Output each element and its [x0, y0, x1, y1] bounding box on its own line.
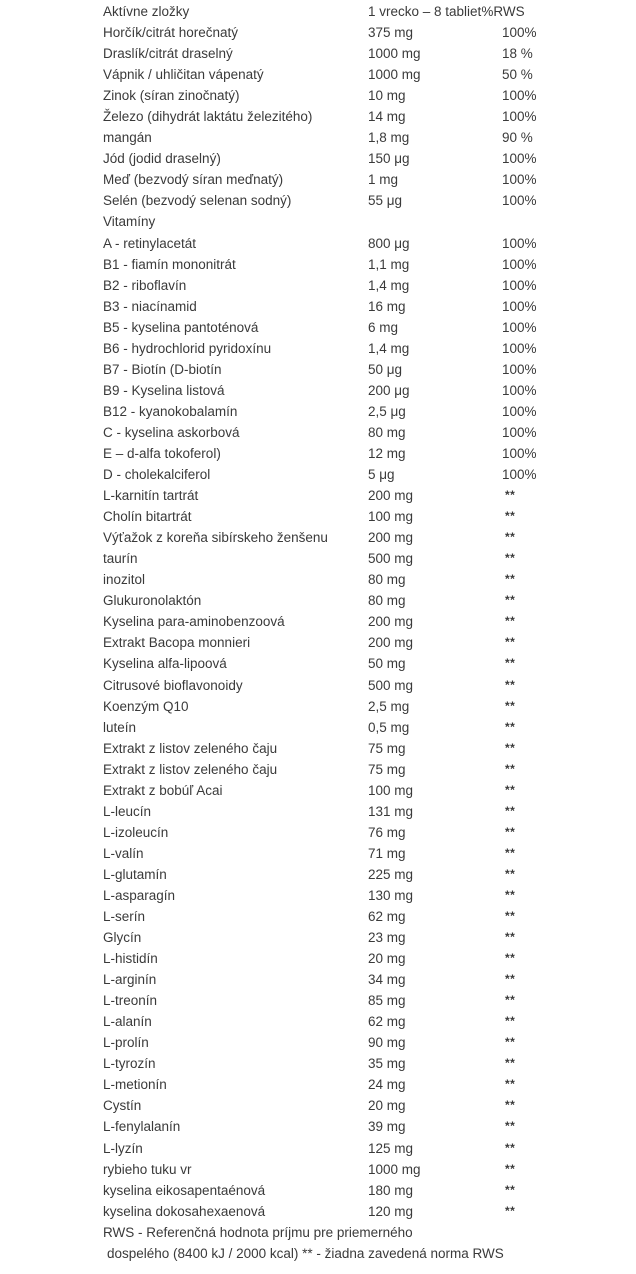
ingredient-rws: ** — [505, 993, 516, 1008]
ingredient-name: C - kyselina askorbová — [103, 424, 240, 440]
table-row — [103, 969, 623, 990]
table-row — [103, 590, 623, 611]
ingredient-name: L-tyrozín — [103, 1056, 156, 1072]
ingredient-rws: ** — [505, 1098, 516, 1113]
ingredient-amount: 1000 mg — [368, 67, 421, 83]
ingredient-amount: 800 μg — [368, 235, 410, 251]
ingredient-amount: 375 mg — [368, 25, 414, 41]
table-row — [103, 675, 623, 696]
ingredient-amount: 1,4 mg — [368, 277, 410, 293]
ingredient-rows — [103, 22, 623, 1222]
ingredient-amount: 16 mg — [368, 298, 406, 314]
ingredient-amount: 24 mg — [368, 1077, 406, 1093]
table-row — [103, 485, 623, 506]
ingredient-name: Koenzým Q10 — [103, 698, 189, 714]
ingredients-table — [103, 1, 623, 1222]
ingredient-rws: ** — [505, 677, 516, 692]
ingredient-name: luteín — [103, 719, 137, 735]
ingredient-rws: 100% — [502, 277, 537, 293]
ingredient-amount: 500 mg — [368, 551, 414, 567]
ingredient-amount: 90 mg — [368, 1035, 406, 1051]
ingredient-name: L-fenylalanín — [103, 1119, 181, 1135]
table-row — [103, 275, 623, 296]
ingredient-name: Citrusové bioflavonoidy — [103, 677, 243, 693]
ingredient-rws: 100% — [502, 256, 537, 272]
table-row — [103, 653, 623, 674]
ingredient-rws: 100% — [502, 172, 537, 188]
table-row — [103, 696, 623, 717]
table-row — [103, 254, 623, 275]
footnote — [103, 1222, 623, 1264]
ingredient-rws: 90 % — [502, 130, 533, 146]
footnote-line-2: dospelého (8400 kJ / 2000 kcal) ** - žiadna zavedená norma RWS — [107, 1246, 504, 1261]
table-row — [103, 990, 623, 1011]
table-row — [103, 1095, 623, 1116]
ingredient-name: B9 - Kyselina listová — [103, 382, 225, 398]
ingredient-amount: 23 mg — [368, 930, 406, 946]
table-row — [103, 1116, 623, 1137]
footnote-line-1: RWS - Referenčná hodnota príjmu pre priemerného — [103, 1225, 413, 1240]
table-row — [103, 1159, 623, 1180]
table-row — [103, 422, 623, 443]
ingredient-amount: 50 mg — [368, 656, 406, 672]
ingredient-amount: 35 mg — [368, 1056, 406, 1072]
ingredient-amount: 80 mg — [368, 572, 406, 588]
ingredient-amount: 2,5 μg — [368, 403, 406, 419]
table-row — [103, 843, 623, 864]
ingredient-amount: 150 μg — [368, 151, 410, 167]
ingredient-rws: ** — [505, 593, 516, 608]
ingredient-rws: 100% — [502, 151, 537, 167]
table-row — [103, 738, 623, 759]
ingredient-amount: 5 μg — [368, 467, 395, 483]
ingredient-name: L-histidín — [103, 951, 158, 967]
ingredient-rws: ** — [505, 824, 516, 839]
ingredient-name: E – d-alfa tokoferol) — [103, 445, 221, 461]
ingredient-amount: 1,8 mg — [368, 130, 410, 146]
table-row — [103, 506, 623, 527]
ingredient-name: Jód (jodid draselný) — [103, 151, 221, 167]
ingredient-rws: ** — [505, 719, 516, 734]
ingredient-amount: 120 mg — [368, 1203, 414, 1219]
ingredient-amount: 1000 mg — [368, 1161, 421, 1177]
ingredient-name: inozitol — [103, 572, 146, 588]
ingredient-amount: 500 mg — [368, 677, 414, 693]
ingredient-rws: ** — [505, 845, 516, 860]
ingredient-rws: 50 % — [502, 67, 533, 83]
table-row — [103, 359, 623, 380]
ingredient-name: B6 - hydrochlorid pyridoxínu — [103, 340, 272, 356]
ingredient-rws: ** — [505, 509, 516, 524]
ingredient-rws: ** — [505, 1161, 516, 1176]
ingredient-amount: 2,5 mg — [368, 698, 410, 714]
table-row — [103, 443, 623, 464]
ingredient-name: B2 - riboflavín — [103, 277, 187, 293]
ingredient-name: L-leucín — [103, 803, 152, 819]
table-row — [103, 22, 623, 43]
table-row — [103, 148, 623, 169]
ingredient-name: Kyselina alfa-lipoová — [103, 656, 227, 672]
ingredient-amount: 34 mg — [368, 972, 406, 988]
table-row — [103, 822, 623, 843]
ingredient-name: Vitamíny — [103, 214, 156, 230]
ingredient-rws: ** — [505, 635, 516, 650]
ingredient-rws: ** — [505, 698, 516, 713]
ingredient-rws: ** — [505, 1182, 516, 1197]
ingredient-rws: ** — [505, 1077, 516, 1092]
ingredient-amount: 131 mg — [368, 803, 414, 819]
ingredient-rws: ** — [505, 572, 516, 587]
ingredient-amount: 1,4 mg — [368, 340, 410, 356]
ingredient-amount: 200 mg — [368, 614, 414, 630]
ingredient-amount: 62 mg — [368, 1014, 406, 1030]
ingredient-amount: 71 mg — [368, 845, 406, 861]
table-row — [103, 1011, 623, 1032]
table-row — [103, 1053, 623, 1074]
ingredient-name: L-alanín — [103, 1014, 152, 1030]
ingredient-rws: 100% — [502, 424, 537, 440]
ingredient-amount: 14 mg — [368, 109, 406, 125]
table-row — [103, 211, 623, 232]
ingredient-name: L-arginín — [103, 972, 157, 988]
ingredient-name: L-valín — [103, 845, 144, 861]
ingredient-rws: ** — [505, 761, 516, 776]
ingredient-amount: 85 mg — [368, 993, 406, 1009]
ingredient-rws: ** — [505, 530, 516, 545]
ingredient-amount: 100 mg — [368, 509, 414, 525]
ingredient-name: B3 - niacínamid — [103, 298, 197, 314]
table-row — [103, 317, 623, 338]
ingredient-amount: 39 mg — [368, 1119, 406, 1135]
ingredient-rws: ** — [505, 488, 516, 503]
table-row — [103, 85, 623, 106]
ingredient-amount: 1,1 mg — [368, 256, 410, 272]
ingredient-name: Meď (bezvodý síran meďnatý) — [103, 172, 284, 188]
ingredient-name: L-lyzín — [103, 1140, 143, 1156]
ingredient-name: L-karnitín tartrát — [103, 488, 199, 504]
ingredient-amount: 12 mg — [368, 445, 406, 461]
ingredient-name: Výťažok z koreňa sibírskeho ženšenu — [103, 530, 328, 546]
ingredient-rws: ** — [505, 614, 516, 629]
ingredient-amount: 55 μg — [368, 193, 403, 209]
table-row — [103, 548, 623, 569]
ingredient-name: Extrakt z bobúľ Acai — [103, 782, 223, 798]
ingredient-name: taurín — [103, 551, 138, 567]
ingredient-amount: 1 mg — [368, 172, 399, 188]
ingredient-rws: ** — [505, 1035, 516, 1050]
table-row — [103, 801, 623, 822]
ingredient-rws: 18 % — [502, 46, 533, 62]
table-row — [103, 759, 623, 780]
ingredient-amount: 20 mg — [368, 951, 406, 967]
ingredient-name: kyselina eikosapentaénová — [103, 1182, 266, 1198]
ingredient-amount: 200 mg — [368, 635, 414, 651]
ingredient-amount: 75 mg — [368, 740, 406, 756]
ingredient-name: mangán — [103, 130, 152, 146]
ingredient-rws: 100% — [502, 403, 537, 419]
table-row — [103, 1201, 623, 1222]
table-row — [103, 569, 623, 590]
ingredient-name: Cystín — [103, 1098, 142, 1114]
table-row — [103, 338, 623, 359]
ingredient-amount: 75 mg — [368, 761, 406, 777]
ingredient-name: L-izoleucín — [103, 824, 169, 840]
header-amount-label: 1 vrecko – 8 tabliet%RWS — [368, 4, 525, 19]
ingredient-rws: ** — [505, 782, 516, 797]
ingredient-rws: ** — [505, 930, 516, 945]
ingredient-amount: 200 μg — [368, 382, 410, 398]
ingredient-rws: ** — [505, 1203, 516, 1218]
ingredient-rws: 100% — [502, 88, 537, 104]
ingredient-rws: 100% — [502, 340, 537, 356]
ingredient-rws: 100% — [502, 361, 537, 377]
ingredient-name: Extrakt z listov zeleného čaju — [103, 740, 278, 756]
ingredient-name: L-prolín — [103, 1035, 149, 1051]
ingredient-rws: ** — [505, 887, 516, 902]
ingredient-amount: 130 mg — [368, 887, 414, 903]
ingredient-rws: ** — [505, 740, 516, 755]
ingredient-amount: 62 mg — [368, 909, 406, 925]
ingredient-amount: 225 mg — [368, 866, 414, 882]
ingredient-name: rybieho tuku vr — [103, 1161, 192, 1177]
table-row — [103, 1074, 623, 1095]
table-row — [103, 464, 623, 485]
ingredient-name: Železo (dihydrát laktátu železitého) — [103, 109, 313, 125]
table-row — [103, 527, 623, 548]
ingredient-name: L-asparagín — [103, 887, 176, 903]
ingredient-amount: 76 mg — [368, 824, 406, 840]
table-row — [103, 127, 623, 148]
table-row — [103, 611, 623, 632]
table-row — [103, 106, 623, 127]
ingredient-name: kyselina dokosahexaenová — [103, 1203, 266, 1219]
ingredient-name: Glukuronolaktón — [103, 593, 202, 609]
ingredient-rws: ** — [505, 972, 516, 987]
ingredient-name: L-serín — [103, 909, 146, 925]
ingredient-rws: ** — [505, 1119, 516, 1134]
ingredient-name: B7 - Biotín (D-biotín — [103, 361, 222, 377]
table-header-row — [103, 1, 623, 22]
ingredient-name: Extrakt Bacopa monnieri — [103, 635, 251, 651]
ingredient-name: Extrakt z listov zeleného čaju — [103, 761, 278, 777]
ingredient-name: Horčík/citrát horečnatý — [103, 25, 239, 41]
ingredient-rws: ** — [505, 909, 516, 924]
table-row — [103, 780, 623, 801]
ingredient-amount: 80 mg — [368, 424, 406, 440]
table-row — [103, 233, 623, 254]
ingredient-rws: ** — [505, 656, 516, 671]
table-row — [103, 864, 623, 885]
table-row — [103, 632, 623, 653]
ingredient-amount: 180 mg — [368, 1182, 414, 1198]
ingredient-rws: ** — [505, 951, 516, 966]
ingredient-rws: ** — [505, 866, 516, 881]
table-row — [103, 190, 623, 211]
table-row — [103, 927, 623, 948]
ingredient-name: Zinok (síran zinočnatý) — [103, 88, 240, 104]
ingredient-rws: ** — [505, 1140, 516, 1155]
table-row — [103, 885, 623, 906]
ingredient-amount: 200 mg — [368, 488, 414, 504]
ingredient-name: D - cholekalciferol — [103, 467, 211, 483]
ingredient-amount: 6 mg — [368, 319, 399, 335]
ingredient-name: L-metionín — [103, 1077, 167, 1093]
ingredient-rws: 100% — [502, 319, 537, 335]
ingredient-amount: 20 mg — [368, 1098, 406, 1114]
ingredient-name: B5 - kyselina pantoténová — [103, 319, 259, 335]
ingredient-amount: 10 mg — [368, 88, 406, 104]
ingredient-rws: 100% — [502, 382, 537, 398]
ingredient-name: B12 - kyanokobalamín — [103, 403, 238, 419]
ingredient-name: Glycín — [103, 930, 142, 946]
table-row — [103, 380, 623, 401]
ingredient-rws: 100% — [502, 235, 537, 251]
ingredient-name: Kyselina para-aminobenzoová — [103, 614, 285, 630]
ingredient-name: L-treonín — [103, 993, 158, 1009]
ingredient-name: B1 - fiamín mononitrát — [103, 256, 236, 272]
ingredient-name: A - retinylacetát — [103, 235, 197, 251]
ingredient-name: Cholín bitartrát — [103, 509, 192, 525]
ingredient-amount: 200 mg — [368, 530, 414, 546]
table-row — [103, 1138, 623, 1159]
ingredient-name: Selén (bezvodý selenan sodný) — [103, 193, 292, 209]
table-row — [103, 401, 623, 422]
ingredient-name: Draslík/citrát draselný — [103, 46, 233, 62]
table-row — [103, 169, 623, 190]
table-row — [103, 948, 623, 969]
table-row — [103, 64, 623, 85]
ingredient-rws: ** — [505, 1056, 516, 1071]
ingredient-amount: 50 μg — [368, 361, 403, 377]
ingredient-rws: ** — [505, 1014, 516, 1029]
ingredient-amount: 80 mg — [368, 593, 406, 609]
ingredient-rws: 100% — [502, 193, 537, 209]
table-row — [103, 1032, 623, 1053]
ingredient-amount: 100 mg — [368, 782, 414, 798]
table-row — [103, 906, 623, 927]
ingredient-amount: 0,5 mg — [368, 719, 410, 735]
ingredient-rws: 100% — [502, 25, 537, 41]
ingredient-amount: 125 mg — [368, 1140, 414, 1156]
header-ingredient-label: Aktívne zložky — [103, 4, 190, 19]
ingredient-amount: 1000 mg — [368, 46, 421, 62]
ingredient-rws: 100% — [502, 445, 537, 461]
table-row — [103, 717, 623, 738]
table-row — [103, 296, 623, 317]
table-row — [103, 1180, 623, 1201]
ingredient-name: L-glutamín — [103, 866, 167, 882]
ingredient-rws: ** — [505, 803, 516, 818]
ingredient-rws: 100% — [502, 109, 537, 125]
ingredient-rws: ** — [505, 551, 516, 566]
ingredient-name: Vápnik / uhličitan vápenatý — [103, 67, 264, 83]
ingredient-rws: 100% — [502, 467, 537, 483]
table-row — [103, 43, 623, 64]
ingredient-rws: 100% — [502, 298, 537, 314]
